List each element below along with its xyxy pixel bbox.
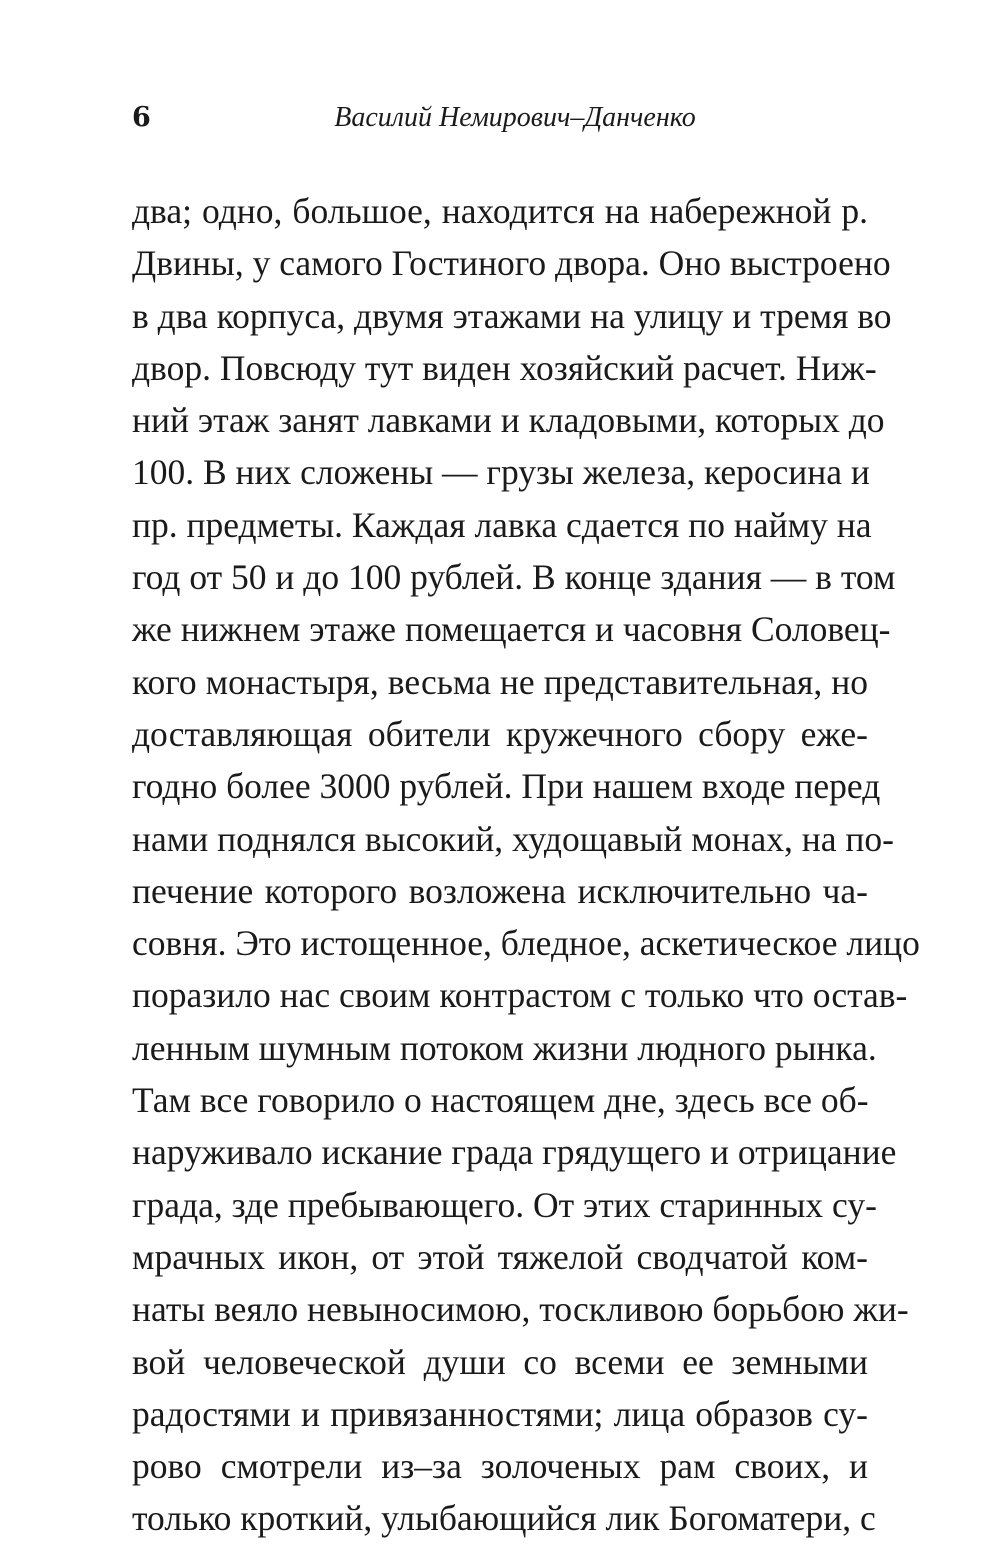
text-line: вой человеческой души со всеми ее земными bbox=[132, 1341, 868, 1382]
text-line: радостями и привязанностями; лица образов су- bbox=[132, 1393, 868, 1434]
text-line: нами поднялся высокий, худощавый монах, на по- bbox=[132, 818, 894, 859]
text-line: ний этаж занят лавками и кладовыми, которых до bbox=[132, 400, 885, 441]
text-line: 100. В них сложены — грузы железа, керосина и bbox=[132, 452, 870, 493]
text-line: доставляющая обители кружечного сбору еже- bbox=[132, 713, 868, 754]
text-line: пр. предметы. Каждая лавка сдается по найму на bbox=[132, 504, 872, 545]
text-line: в два корпуса, двумя этажами на улицу и тремя во bbox=[132, 295, 892, 336]
text-line: же нижнем этаже помещается и часовня Соловец- bbox=[132, 609, 891, 650]
text-line: совня. Это истощенное, бледное, аскетическое лицо bbox=[132, 923, 920, 964]
text-line: наруживало искание града грядущего и отрицание bbox=[132, 1132, 897, 1173]
text-line: ленным шумным потоком жизни людного рынка. bbox=[132, 1027, 877, 1068]
text-line: год от 50 и до 100 рублей. В конце здания — в том bbox=[132, 557, 896, 598]
running-head bbox=[132, 98, 868, 142]
text-line: кого монастыря, весьма не представительная, но bbox=[132, 661, 868, 702]
text-line: только кроткий, улыбающийся лик Богоматери, с bbox=[132, 1498, 876, 1539]
text-line: двор. Повсюду тут виден хозяйский расчет. Ниж- bbox=[132, 347, 877, 388]
text-line: Там все говорило о настоящем дне, здесь все об- bbox=[132, 1080, 869, 1121]
text-line: Двины, у самого Гостиного двора. Оно выстроено bbox=[132, 243, 891, 284]
text-line: рово смотрели из–за золоченых рам своих, и bbox=[132, 1446, 868, 1487]
text-line: града, зде пребывающего. От этих старинных су- bbox=[132, 1184, 877, 1225]
text-line: печение которого возложена исключительно ча- bbox=[132, 870, 868, 911]
text-line: наты веяло невыносимою, тоскливою борьбою жи- bbox=[132, 1289, 909, 1330]
page-number: 6 bbox=[132, 102, 151, 133]
text-line: поразило нас своим контрастом с только что остав- bbox=[132, 975, 908, 1016]
running-title: Василий Немирович–Данченко bbox=[334, 102, 696, 133]
text-line: годно более 3000 рублей. При нашем входе перед bbox=[132, 766, 881, 807]
body-text bbox=[132, 185, 920, 1545]
text-line: мрачных икон, от этой тяжелой сводчатой ком- bbox=[132, 1236, 868, 1277]
text-line: два; одно, большое, находится на набережной р. bbox=[132, 191, 868, 231]
